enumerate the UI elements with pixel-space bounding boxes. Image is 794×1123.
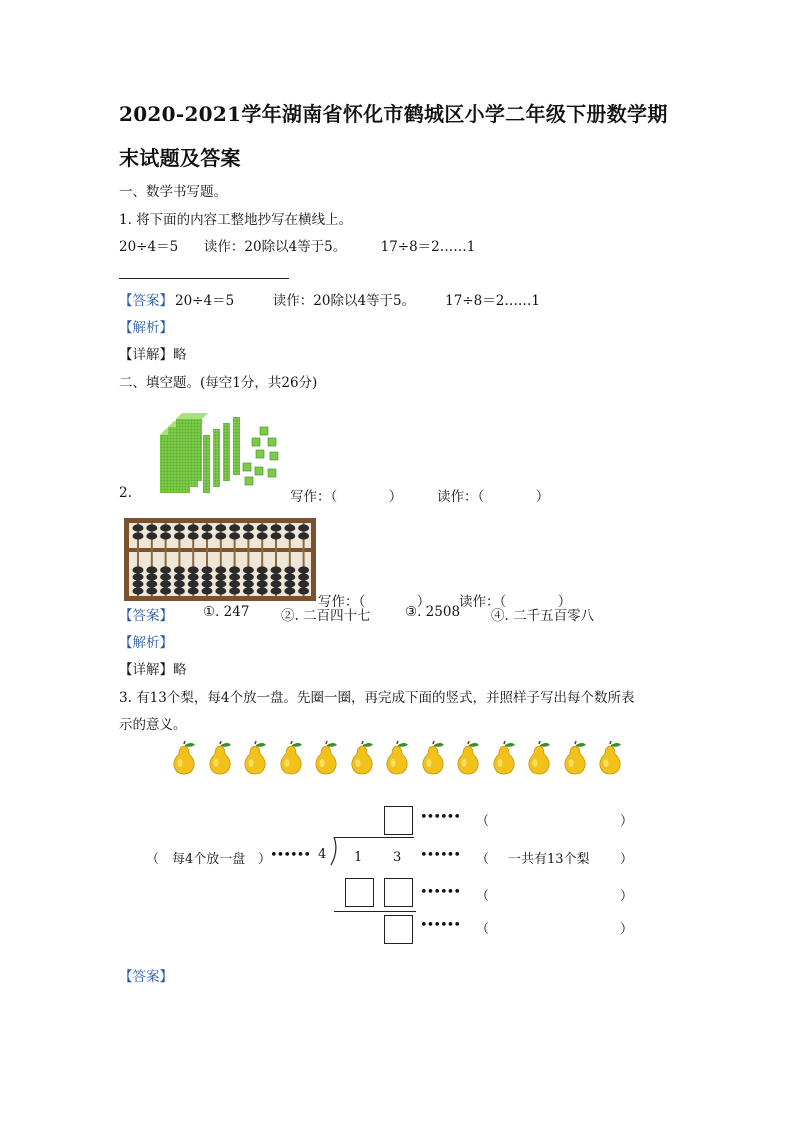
q3-stem-line-1: 3. 有13个梨，每4个放一盘。先圈一圈，再完成下面的竖式，并照样子写出每个数所表 [119,690,635,706]
abacus-bead [298,524,309,531]
abacus-bead [257,587,268,594]
abacus-bead [174,573,185,580]
dividend-digit-1: 1 [354,850,363,865]
abacus-bead [133,573,144,580]
subtraction-line [334,911,416,912]
pear-icon [170,741,198,779]
abacus-bead [188,580,199,587]
paren-open-row-3: （ [476,889,490,904]
abacus-bead [284,524,295,531]
abacus-bead [257,580,268,587]
paren-open-divisor: （ [146,852,160,867]
abacus-image [124,518,316,601]
abacus-bead [271,566,282,573]
divisor-number: 4 [318,847,327,862]
q2-abacus-read: 读作：（ ） [459,594,572,610]
pear-icon [561,741,589,779]
abacus-bead [298,532,309,539]
hundreds-flats [160,413,208,493]
abacus-bead [174,587,185,594]
abacus-bead [257,524,268,531]
section-1-heading: 一、数学书写题。 [119,184,227,200]
abacus-bead [298,566,309,573]
q1-detail [119,343,187,363]
q2-answer-3: ③. 2508 [405,604,461,620]
abacus-bead [229,573,240,580]
abacus-bead [243,587,254,594]
abacus-bead [271,532,282,539]
abacus-bead [146,566,157,573]
q2-answer-tag: 【答案】 [119,608,173,624]
abacus-bead [146,580,157,587]
remainder-box[interactable] [384,915,413,944]
abacus-bead [215,566,226,573]
abacus-bead [215,573,226,580]
q2-analysis-tag: 【解析】 [119,635,173,651]
abacus-bead [271,580,282,587]
abacus-bead [188,524,199,531]
abacus-bead [229,566,240,573]
abacus-bead [229,587,240,594]
q1-writing-line [119,278,289,279]
abacus-bead [202,573,213,580]
pear-icon [525,741,553,779]
divisor-note: 每4个放一盘 [172,852,246,867]
division-bracket [327,836,339,866]
abacus-bead [271,573,282,580]
abacus-bead [174,532,185,539]
product-ones-box[interactable] [384,878,413,907]
abacus-bead [133,580,144,587]
q1-content: 20÷4＝5 读作：20除以4等于5。 17÷8＝2……1 [119,239,476,255]
abacus-bead [146,532,157,539]
abacus-bead [188,566,199,573]
pear-icon [596,741,624,779]
abacus-bead [202,566,213,573]
dividend-note: 一共有13个梨 [508,852,590,867]
abacus-bead [257,573,268,580]
abacus-bead [257,566,268,573]
q3-stem-line-2: 示的意义。 [119,717,187,733]
abacus-bead [243,580,254,587]
abacus-bead [160,524,171,531]
division-bar [334,837,414,838]
abacus-bead [202,532,213,539]
abacus-bead [215,580,226,587]
dividend-digit-2: 3 [393,850,402,865]
paren-close-row-2: ） [620,852,634,867]
abacus-bead [160,532,171,539]
abacus-bead [188,532,199,539]
q2-detail-text: 略 [173,662,187,678]
abacus-bead [202,524,213,531]
q2-answer-1: ①. 247 [203,604,250,620]
abacus-bead [160,580,171,587]
pear-icon [348,741,376,779]
q1-stem: 1. 将下面的内容工整地抄写在横线上。 [119,212,353,228]
pear-icon [419,741,447,779]
page-title-line-2: 末试题及答案 [119,146,241,170]
dots-row-1: •••••• [420,810,461,825]
q2-number: 2. [119,485,132,501]
abacus-bead [133,532,144,539]
abacus-bead [243,573,254,580]
abacus-bead [298,580,309,587]
abacus-bead [284,587,295,594]
dots-row-2: •••••• [420,848,461,863]
paren-open-row-1: （ [476,814,490,829]
abacus-bead [215,524,226,531]
q2-answer-4: ④. 二千五百零八 [491,608,595,624]
abacus-bead [174,580,185,587]
q1-answer-tag: 【答案】 [119,293,173,309]
abacus-bead [229,580,240,587]
abacus-bead [202,587,213,594]
pear-icon [312,741,340,779]
abacus-bead [229,532,240,539]
q3-answer-tag: 【答案】 [119,969,173,985]
abacus-bead [202,580,213,587]
page-title-line-1: 2020-2021学年湖南省怀化市鹤城区小学二年级下册数学期 [119,102,668,126]
abacus-bead [298,573,309,580]
abacus-bead [160,566,171,573]
quotient-box[interactable] [384,806,413,835]
abacus-bead [133,524,144,531]
dots-row-3: •••••• [420,885,461,900]
abacus-bead [243,524,254,531]
abacus-bead [215,587,226,594]
abacus-bead [284,580,295,587]
abacus-bead [284,566,295,573]
product-tens-box[interactable] [345,878,374,907]
abacus-bead [271,587,282,594]
abacus-bead [146,524,157,531]
abacus-bead [174,524,185,531]
abacus-bead [188,587,199,594]
paren-close-row-1: ） [620,814,634,829]
paren-close-row-3: ） [620,889,634,904]
q2-detail [119,658,187,678]
abacus-bead [188,573,199,580]
q1-detail-tag: 【详解】 [119,347,173,363]
abacus-bead [133,587,144,594]
q2-answer-2: ②. 二百四十七 [281,608,371,624]
pear-icon [241,741,269,779]
abacus-bead [160,573,171,580]
paren-close-row-4: ） [620,922,634,937]
pear-icon [277,741,305,779]
pear-icon [490,741,518,779]
tens-rods [203,417,240,493]
paren-open-row-4: （ [476,922,490,937]
pear-icon [454,741,482,779]
paren-open-row-2: （ [476,852,490,867]
q1-analysis-tag: 【解析】 [119,320,173,336]
abacus-bead [229,524,240,531]
q1-detail-text: 略 [173,347,187,363]
q2-blocks-write: 写作：（ ） [290,489,403,505]
paren-close-divisor: ） [258,852,272,867]
abacus-bead [133,566,144,573]
abacus-bead [243,532,254,539]
abacus-bead [146,573,157,580]
pear-icon [383,741,411,779]
q2-blocks-read: 读作：（ ） [437,489,550,505]
abacus-bead [174,566,185,573]
abacus-bead [160,587,171,594]
abacus-bead [257,532,268,539]
abacus-bead [271,524,282,531]
q2-detail-tag: 【详解】 [119,662,173,678]
dots-divisor: •••••• [270,848,311,863]
pear-icon [206,741,234,779]
dots-row-4: •••••• [420,918,461,933]
abacus-bead [284,573,295,580]
ones-cubes [243,427,278,485]
abacus-bead [215,532,226,539]
base-ten-blocks-image [155,405,290,495]
q1-answer-text: 20÷4＝5 读作：20除以4等于5。 17÷8＝2……1 [175,293,540,309]
abacus-bead [146,587,157,594]
section-2-heading: 二、填空题。(每空1分，共26分) [119,375,318,391]
abacus-bead [298,587,309,594]
abacus-bead [243,566,254,573]
abacus-bead [284,532,295,539]
q2-abacus-write: 写作：（ ） [318,594,431,610]
